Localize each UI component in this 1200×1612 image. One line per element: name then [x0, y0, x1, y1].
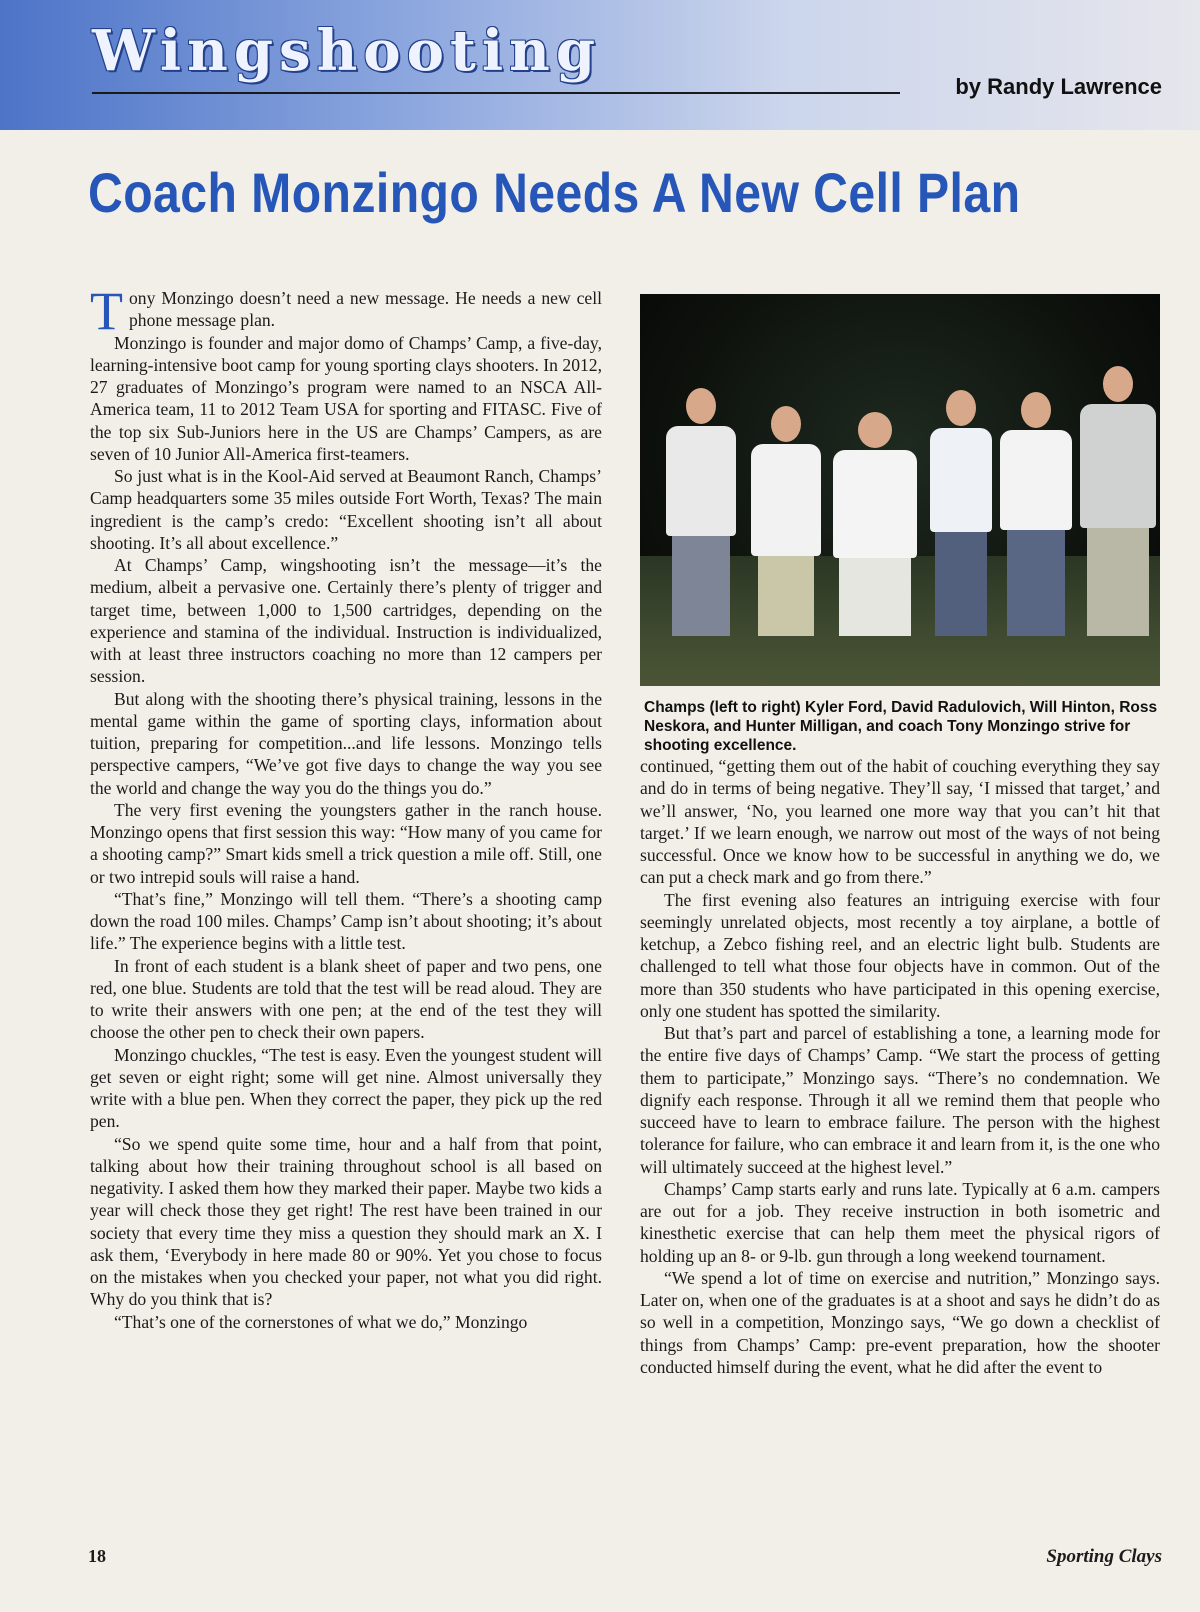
photo-person: [1078, 366, 1158, 636]
magazine-name: Sporting Clays: [1046, 1546, 1162, 1567]
paragraph: The very first evening the youngsters gather in the ranch house. Monzingo opens that first session this way: “How many of you came for a shooting camp?” Smart kids smell a trick question a mile off. Still, one or two intrepid souls will raise a hand.: [90, 799, 602, 887]
paragraph: Tony Monzingo doesn’t need a new message. He needs a new cell phone message plan.: [90, 281, 602, 341]
photo-person: [662, 388, 740, 636]
right-column: [640, 755, 1160, 1378]
paragraph: At Champs’ Camp, wingshooting isn’t the message—it’s the medium, albeit a pervasive one. Certainly there’s plenty of trigger and target time, between 1,000 to 1,500 cartridges, depending on the experience and stamina of the individual. Instruction is individualized, with at least three instructors coaching no more than 12 campers per session.: [90, 555, 602, 687]
paragraph: “We spend a lot of time on exercise and nutrition,” Monzingo says. Later on, when one of the graduates is at a shoot and says he didn’t do as so well in a competition, Monzingo says, “We go down a checklist of things from Champs’ Camp: pre-event preparation, how the shooter conducted himself during the event, what he did after the event to: [640, 1267, 1160, 1377]
page-number: 18: [88, 1546, 106, 1566]
photo-person: [996, 392, 1076, 636]
paragraph: Champs’ Camp starts early and runs late. Typically at 6 a.m. campers are out for a job. They receive instruction in both isometric and kinesthetic exercise that can help them meet the physical rigors of holding up an 8- or 9-lb. gun through a long weekend tournament.: [640, 1178, 1160, 1266]
paragraph: In front of each student is a blank sheet of paper and two pens, one red, one blue. Students are told that the test will be read aloud. They are to write their answers with one pen; at the end of the test they will choose the other pen to check their own papers.: [90, 955, 602, 1043]
paragraph: continued, “getting them out of the habit of couching everything they say and do in terms of being negative. They’ll say, ‘I missed that target,’ and we’ll answer, ‘No, you learned one more way that you can’t hit that target.’ If we learn enough, we narrow out most of the ways of not being successful. Once we know how to be successful in anything we do, we can put a check mark and go from there.”: [640, 756, 1160, 888]
paragraph: So just what is in the Kool-Aid served at Beaumont Ranch, Champs’ Camp headquarters some 35 miles outside Fort Worth, Texas? The main ingredient is the camp’s credo: “Excellent shooting isn’t all about shooting. It’s all about excellence.”: [90, 466, 602, 553]
header-rule: [92, 92, 900, 94]
paragraph: Monzingo chuckles, “The test is easy. Even the youngest student will get seven or eight right; some will get nine. Almost universally they write with a blue pen. When they correct the paper, they pick up the red pen.: [90, 1044, 602, 1132]
byline: by Randy Lawrence: [955, 74, 1162, 99]
paragraph: Monzingo is founder and major domo of Champs’ Camp, a five-day, learning-intensive boot camp for young sporting clays shooters. In 2012, 27 graduates of Monzingo’s program were named to an NSCA All-America team, 11 to 2012 Team USA for sporting and FITASC. Five of the top six Sub-Juniors here in the US are Champs’ Campers, as are seven of 10 Junior All-America first-teamers.: [90, 332, 602, 464]
photo-caption: Champs (left to right) Kyler Ford, David Radulovich, Will Hinton, Ross Neskora, and Hunter Milligan, and coach Tony Monzingo strive for shooting excellence.: [644, 699, 1158, 754]
team-photo: [640, 294, 1160, 686]
paragraph: But that’s part and parcel of establishing a tone, a learning mode for the entire five days of Champs’ Camp. “We start the process of getting them to participate,” Monzingo says. “There’s no condemnation. We dignify each response. Through it all we remind them that people who succeed have to learn to embrace failure. The person with the highest tolerance for failure, who can embrace it and learn from it, is the one who will ultimately succeed at the highest level.”: [640, 1023, 1160, 1177]
photo-person: [830, 412, 920, 636]
section-title: Wingshooting: [92, 18, 602, 84]
article-headline: Coach Monzingo Needs A New Cell Plan: [88, 161, 1021, 224]
paragraph: “So we spend quite some time, hour and a half from that point, talking about how their training throughout school is all based on negativity. I asked them how they marked their paper. Maybe two kids a year will check those they get right! The rest have been trained in our society that every time they miss a question they should mark an X. I ask them, ‘Everybody in here made 80 or 90%. Yet you chose to focus on the mistakes when you checked your paper, not what you did right. Why do you think that is?: [90, 1133, 602, 1310]
drop-cap: T: [90, 281, 123, 341]
paragraph: “That’s one of the cornerstones of what we do,” Monzingo: [114, 1311, 528, 1332]
photo-person: [748, 406, 824, 636]
paragraph: “That’s fine,” Monzingo will tell them. “There’s a shooting camp down the road 100 miles. Champs’ Camp isn’t about shooting; it’s about life.” The experience begins with a little test.: [90, 888, 602, 954]
paragraph: The first evening also features an intriguing exercise with four seemingly unrelated objects, most recently a toy airplane, a bottle of ketchup, a Zebco fishing reel, and an electric light bulb. Students are challenged to tell what those four objects have in common. Out of the more than 350 students who have participated in this opening exercise, only one student has spotted the similarity.: [640, 889, 1160, 1021]
left-column: [90, 281, 602, 1333]
photo-person: [926, 390, 996, 636]
paragraph: But along with the shooting there’s physical training, lessons in the mental game within the game of sporting clays, information about tuition, preparing for competition...and life lessons. Monzingo tells perspective campers, “We’ve got five days to change the way you see the world and change the way you do the things you do.”: [90, 688, 602, 798]
